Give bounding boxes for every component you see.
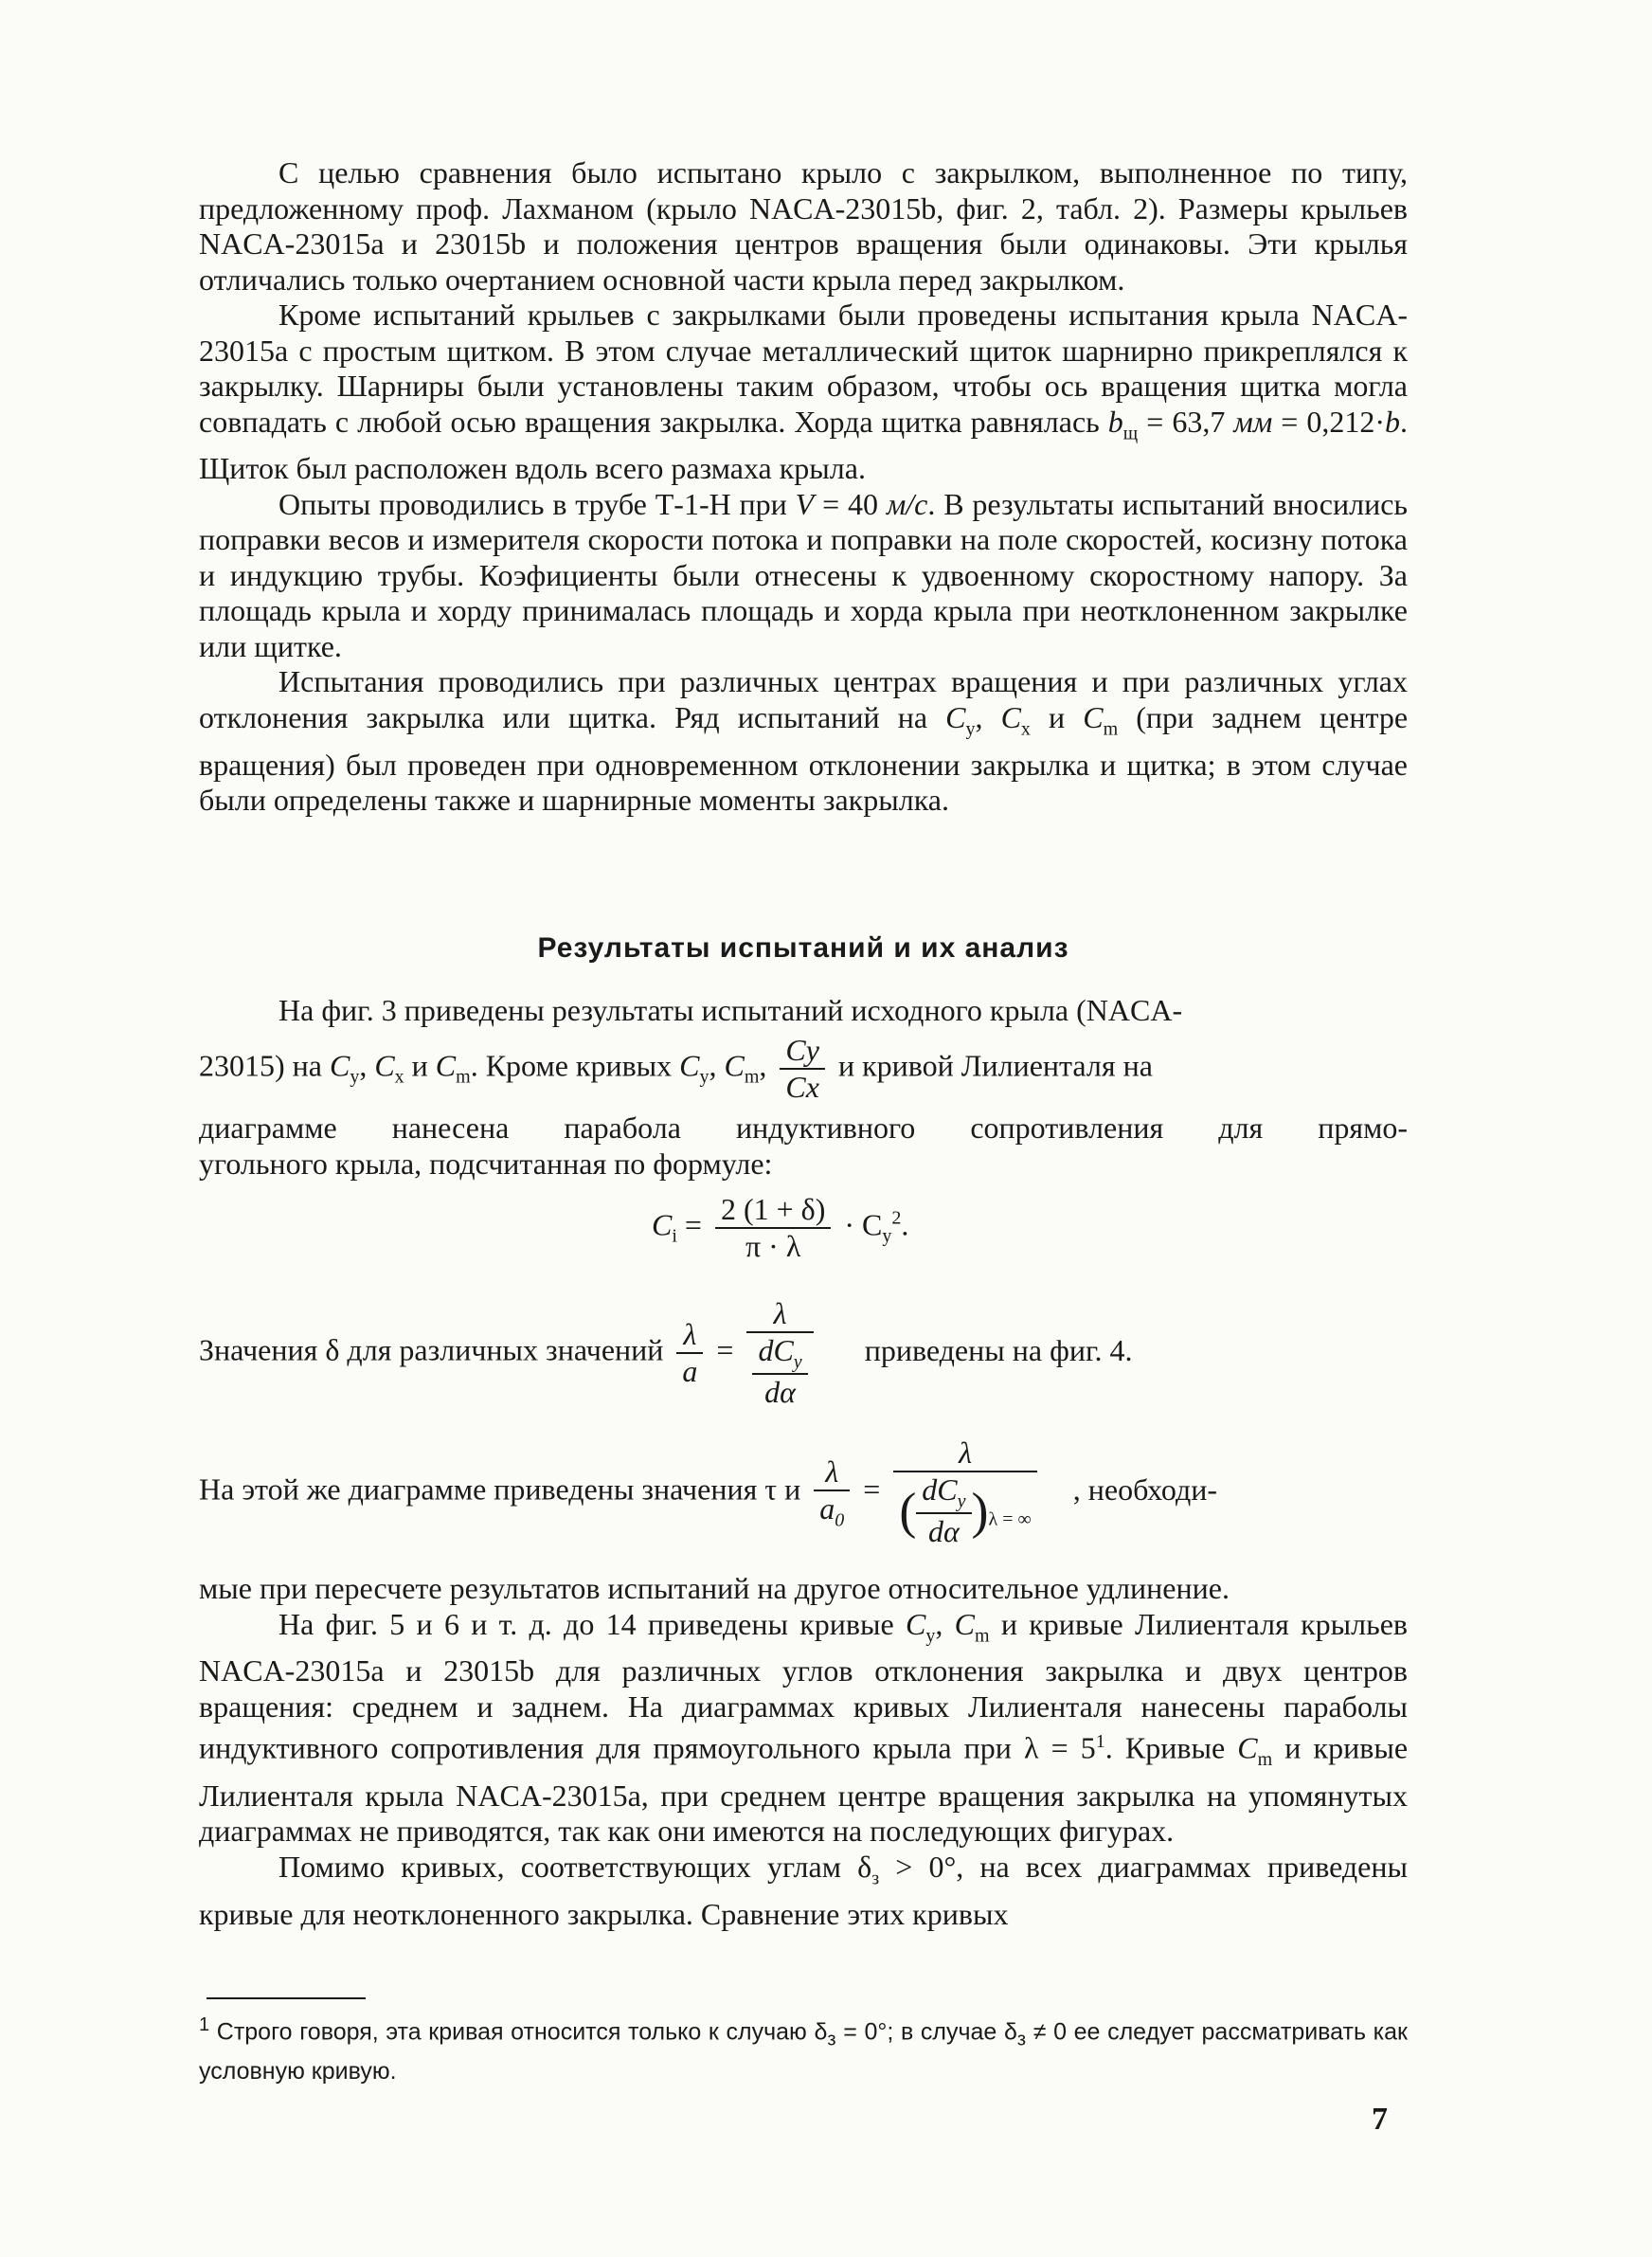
results-text bbox=[199, 1571, 1408, 1932]
delta-values-line: Значения δ для различных значений $\frac{\lambda}{a}$ = $\frac{\lambda}{\frac{dC_y}{d\alpha}}$ приведены на фиг. 4. bbox=[199, 1296, 1133, 1410]
paragraph-rotation-centers: Испытания проводились при различных центрах вращения и при различных углах отклонения закрылка или щитка. Ряд испытаний на $C_y$, $C_x$ и $C_m$ (при заднем центре вращения) был проведен при одновременном отклонении закрылка и щитка; в этом случае были определены также и шарнирные моменты закрылка. bbox=[199, 664, 1409, 818]
paragraph-experiments: Опыты проводились в трубе Т-1-Н при V = 40 м/с. В результаты испытаний вносились поправки весов и измерителя скорости потока и поправки на поле скоростей, косизну потока и индукцию трубы. Коэфициенты были отнесены к удвоенному скоростному напору. За площадь крыла и хорду принималась площадь и хорда крыла при неотклоненном закрылке или щитке. bbox=[199, 486, 1409, 663]
lambda-over-slope: $\frac{\lambda}{\frac{dC_y}{d\alpha}}$ bbox=[746, 1296, 813, 1410]
page-number: 7 bbox=[1372, 2102, 1388, 2137]
induced-drag-formula: $C_i$ = $\frac{2 (1 + \delta)}{\pi \cdot \lambda}$ · $C_y^2$. bbox=[652, 1192, 909, 1263]
paragraph-comparison: С целью сравнения было испытано крыло с закрылком, выполненное по типу, предложенному проф. Лахманом (крыло NACA-23015b, фиг. 2, табл. 2). Размеры крыльев NACA-23015a и 23015b и положения центров вращения были одинаковы. Эти крылья отличались только очертанием основной части крыла перед закрылком. bbox=[199, 155, 1408, 297]
tau-values-line: На этой же диаграмме приведены значения τ и $\frac{\lambda}{a_0}$ = λ ( $\frac{dC_y}{d\alpha}$ )$_{\lambda = \infty}$ , необходи- bbox=[199, 1435, 1218, 1549]
footnote: $^1$ Строго говоря, эта кривая относится только к случаю $\delta_з = 0^\circ$; в случае $\delta_з \ne 0$ ее следует рассматривать как условную кривую. bbox=[199, 2014, 1408, 2085]
paragraph-comparison-curves: Помимо кривых, соответствующих углам $\delta_з > 0^\circ$, на всех диаграммах приведены кривые для неотклоненного закрылка. Сравнение этих кривых bbox=[199, 1849, 1409, 1931]
results-line-1: На фиг. 3 приведены результаты испытаний исходного крыла (NACA- bbox=[278, 993, 1183, 1027]
results-line-3: диаграмме нанесена парабола индуктивного сопротивления для прямо- bbox=[199, 1110, 1408, 1145]
lambda-over-a0: $\frac{\lambda}{a_0}$ bbox=[814, 1454, 850, 1531]
intro-text bbox=[199, 155, 1408, 819]
cy-cx-fraction: $\frac{Cy}{Cx}$ bbox=[780, 1033, 825, 1105]
footnote-divider bbox=[206, 1997, 366, 1999]
lambda-over-a: $\frac{\lambda}{a}$ bbox=[676, 1317, 703, 1389]
results-line-4: угольного крыла, подсчитанная по формуле: bbox=[199, 1147, 773, 1181]
paragraph-recalculation: мые при пересчете результатов испытаний на другое относительное удлинение. bbox=[199, 1571, 1230, 1605]
lambda-over-slope-infinity: λ ( $\frac{dC_y}{d\alpha}$ )$_{\lambda = \infty}$ bbox=[893, 1435, 1036, 1549]
paragraph-flap-tests: Кроме испытаний крыльев с закрылками были проведены испытания крыла NACA-23015a с простым щитком. В этом случае металлический щиток шарнирно прикреплялся к закрылку. Шарниры были установлены таким образом, чтобы ось вращения щитка могла совпадать с любой осью вращения закрылка. Хорда щитка равнялась $b_щ = 63,7$ мм = 0,212·b. Щиток был расположен вдоль всего размаха крыла. bbox=[199, 298, 1409, 486]
paragraph-figures: На фиг. 5 и 6 и т. д. до 14 приведены кривые $C_y$, $C_m$ и кривые Лилиенталя крыльев NACA-23015a и 23015b для различных углов отклонения закрылка и двух центров вращения: среднем и заднем. На диаграммах кривых Лилиенталя нанесены параболы индуктивного сопротивления для прямоугольного крыла при $\lambda = 5^1$. Кривые $C_m$ и кривые Лилиенталя крыла NACA-23015a, при среднем центре вращения закрылка на упомянутых диаграммах не приводятся, так как они имеются на последующих фигурах. bbox=[199, 1606, 1409, 1849]
section-heading: Результаты испытаний и их анализ bbox=[537, 932, 1069, 964]
formula-fraction: $\frac{2 (1 + \delta)}{\pi \cdot \lambda}$ bbox=[715, 1192, 831, 1264]
results-line-2: 23015) на $C_y$, $C_x$ и $C_m$. Кроме кривых $C_y$, $C_m$, $\frac{Cy}{Cx}$ и кривой Лилиенталя на bbox=[199, 1033, 1153, 1104]
